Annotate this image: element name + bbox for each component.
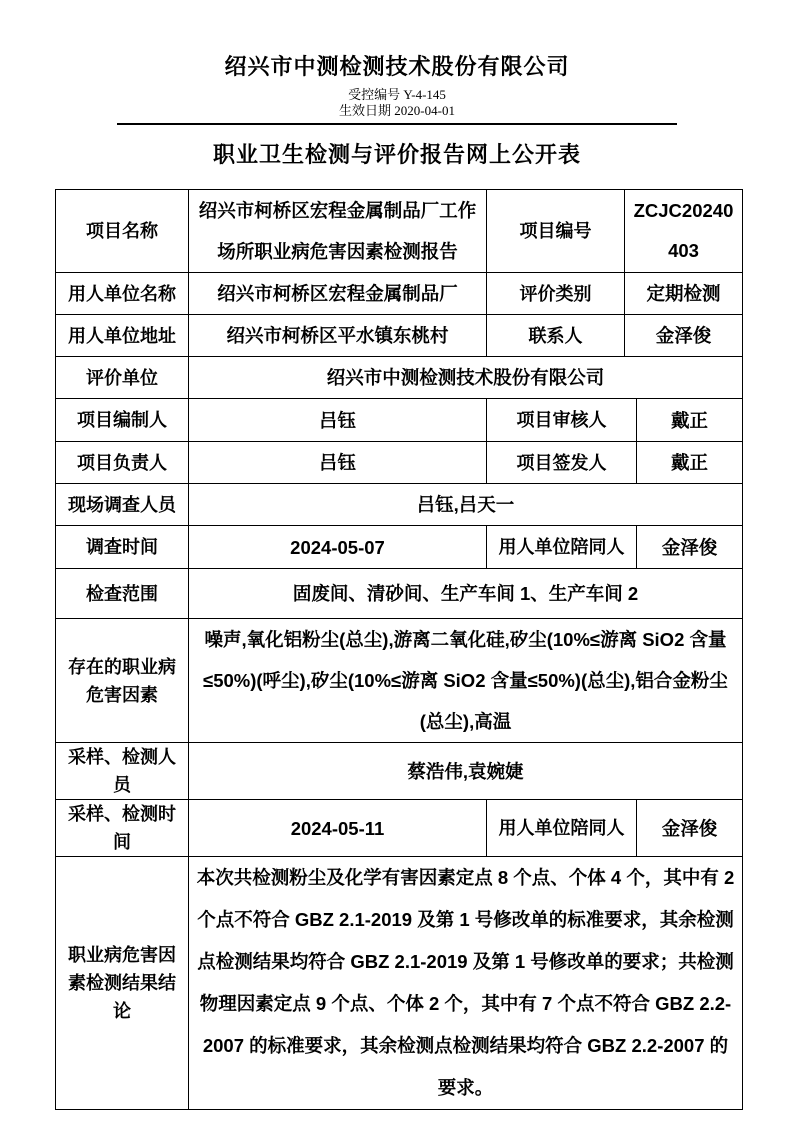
company-name: 绍兴市中测检测技术股份有限公司	[224, 54, 570, 79]
evaluation-org-value: 绍兴市中测检测技术股份有限公司	[189, 357, 743, 399]
table-row-evaluation-org	[56, 357, 743, 399]
project-leader-label: 项目负责人	[56, 442, 189, 484]
sampling-escort-value: 金泽俊	[637, 800, 743, 857]
table-row-scope	[56, 569, 743, 619]
table-row-project	[56, 190, 743, 273]
survey-escort-value: 金泽俊	[637, 526, 743, 569]
table-row-employer-address	[56, 315, 743, 357]
table-row-hazards	[56, 619, 743, 743]
employer-address-label: 用人单位地址	[56, 315, 189, 357]
project-compiler-value: 吕钰	[189, 399, 487, 442]
employer-name-value: 绍兴市柯桥区宏程金属制品厂	[189, 273, 487, 315]
report-table	[55, 189, 743, 1110]
field-survey-label: 现场调查人员	[56, 484, 189, 526]
control-number: 受控编号 Y-4-145	[348, 87, 446, 102]
table-row-compiler	[56, 399, 743, 442]
survey-escort-label: 用人单位陪同人	[487, 526, 637, 569]
table-row-survey-date	[56, 526, 743, 569]
table-row-leader	[56, 442, 743, 484]
project-name-label: 项目名称	[56, 190, 189, 273]
sampling-date-value: 2024-05-11	[189, 800, 487, 857]
project-leader-value: 吕钰	[189, 442, 487, 484]
evaluation-type-value: 定期检测	[625, 273, 743, 315]
project-reviewer-value: 戴正	[637, 399, 743, 442]
evaluation-org-label: 评价单位	[56, 357, 189, 399]
sampling-staff-label: 采样、检测人员	[56, 743, 189, 800]
project-no-label: 项目编号	[487, 190, 625, 273]
table-row-conclusion	[56, 857, 743, 1110]
contact-person-value: 金泽俊	[625, 315, 743, 357]
survey-date-label: 调查时间	[56, 526, 189, 569]
hazard-factors-label: 存在的职业病危害因素	[56, 619, 189, 743]
project-no-value: ZCJC20240403	[625, 190, 743, 273]
page-title: 职业卫生检测与评价报告网上公开表	[212, 142, 581, 167]
table-row-employer-name	[56, 273, 743, 315]
conclusion-value: 本次共检测粉尘及化学有害因素定点 8 个点、个体 4 个，其中有 2 个点不符合 GBZ 2.1-2019 及第 1 号修改单的标准要求，其余检测点检测结果均符合 GBZ 2.1-2019 及第 1 号修改单的要求；共检测物理因素定点 9 个点、个体 2 个，其中有 7 个点不符合 GBZ 2.2-2007 的标准要求，其余检测点检测结果均符合 GBZ 2.2-2007 的要求。	[189, 857, 743, 1110]
contact-person-label: 联系人	[487, 315, 625, 357]
table-row-sampling-staff	[56, 743, 743, 800]
effective-date: 生效日期 2020-04-01	[339, 103, 455, 118]
employer-name-label: 用人单位名称	[56, 273, 189, 315]
table-row-field-survey	[56, 484, 743, 526]
table-row-sampling-date	[56, 800, 743, 857]
sampling-staff-value: 蔡浩伟,袁婉婕	[189, 743, 743, 800]
evaluation-type-label: 评价类别	[487, 273, 625, 315]
inspection-scope-label: 检查范围	[56, 569, 189, 619]
project-name-value: 绍兴市柯桥区宏程金属制品厂工作场所职业病危害因素检测报告	[189, 190, 487, 273]
hazard-factors-value: 噪声,氧化铝粉尘(总尘),游离二氧化硅,矽尘(10%≤游离 SiO2 含量≤50%)(呼尘),矽尘(10%≤游离 SiO2 含量≤50%)(总尘),铝合金粉尘(总尘),高温	[189, 619, 743, 743]
project-reviewer-label: 项目审核人	[487, 399, 637, 442]
header-divider	[117, 123, 677, 125]
employer-address-value: 绍兴市柯桥区平水镇东桃村	[189, 315, 487, 357]
project-compiler-label: 项目编制人	[56, 399, 189, 442]
project-issuer-label: 项目签发人	[487, 442, 637, 484]
inspection-scope-value: 固废间、清砂间、生产车间 1、生产车间 2	[189, 569, 743, 619]
conclusion-label: 职业病危害因素检测结果结论	[56, 857, 189, 1110]
sampling-date-label: 采样、检测时间	[56, 800, 189, 857]
survey-date-value: 2024-05-07	[189, 526, 487, 569]
project-issuer-value: 戴正	[637, 442, 743, 484]
field-survey-value: 吕钰,吕天一	[189, 484, 743, 526]
sampling-escort-label: 用人单位陪同人	[487, 800, 637, 857]
